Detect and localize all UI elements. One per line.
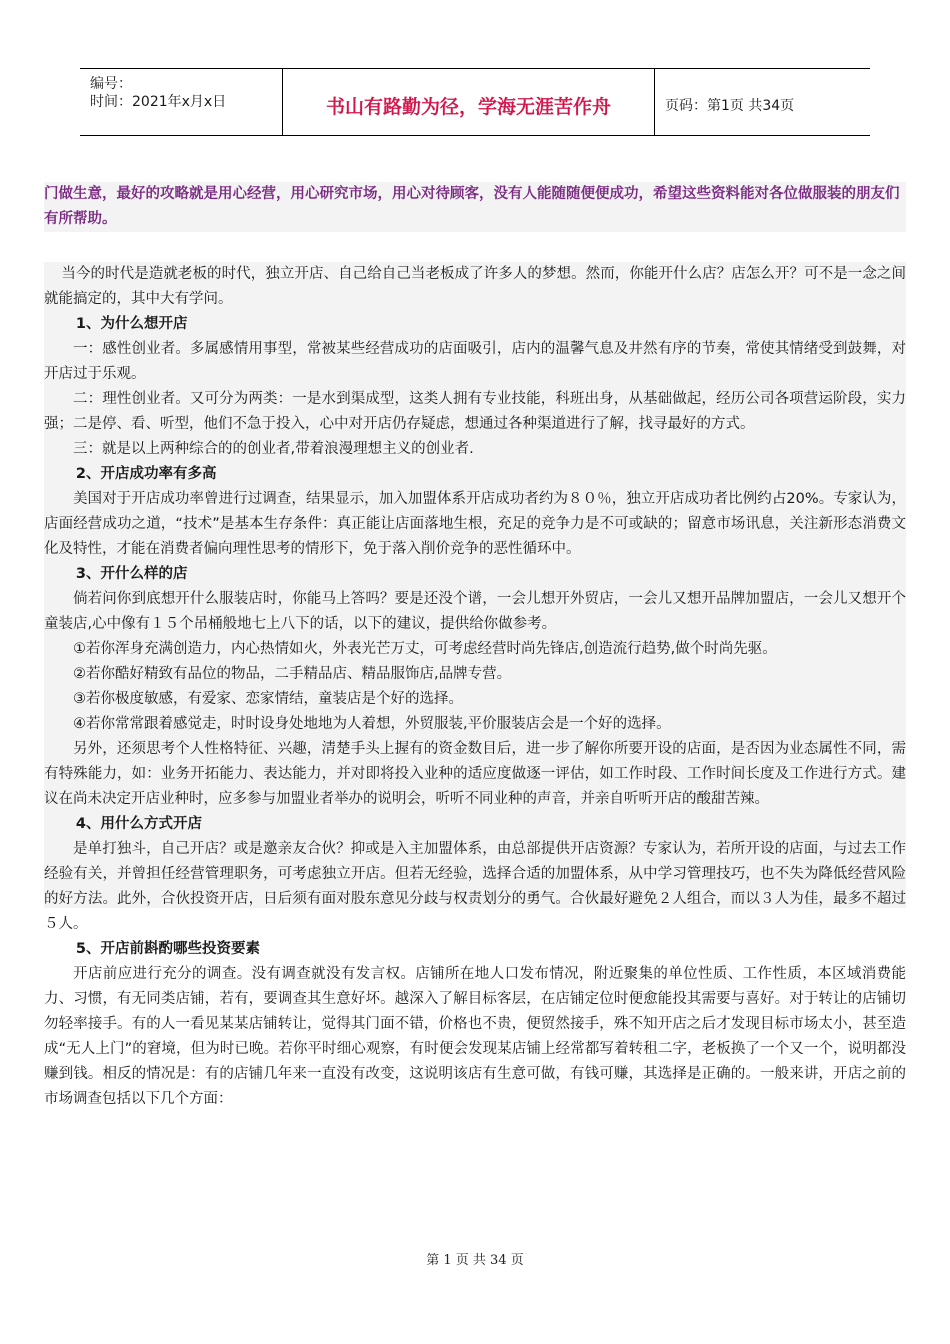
page-header bbox=[80, 68, 870, 136]
paragraph: 当今的时代是造就老板的时代，独立开店、自己给自己当老板成了许多人的梦想。然而，你能开什么店？店怎么开？可不是一念之间就能搞定的，其中大有学问。 bbox=[44, 266, 906, 307]
document-body bbox=[44, 262, 906, 1107]
section-heading: 5、开店前斟酌哪些投资要素 bbox=[75, 941, 260, 957]
paragraph: 三：就是以上两种综合的的创业者,带着浪漫理想主义的创业者. bbox=[73, 441, 474, 457]
header-page-number: 页码：第1页 共34页 bbox=[665, 98, 795, 114]
document-time: 时间：2021年x月x日 bbox=[90, 94, 227, 110]
paragraph: 另外，还须思考个人性格特征、兴趣，清楚手头上握有的资金数目后，进一步了解你所要开设的店面，是否因为业态属性不同，需有特殊能力，如：业务开拓能力、表达能力，并对即将投入业种的适应度做逐一评估，如工作时段、工作时间长度及工作进行方式。建议在尚未决定开店业种时，应多参与加盟业者举办的说明会，听听不同业种的声音，并亲自听听开店的酸甜苦辣。 bbox=[44, 741, 906, 807]
document-number: 编号： bbox=[90, 76, 132, 92]
page-footer: 第 1 页 共 34 页 bbox=[426, 1253, 524, 1268]
section-heading: 2、开店成功率有多高 bbox=[75, 466, 217, 482]
paragraph: 一：感性创业者。多属感情用事型，常被某些经营成功的店面吸引，店内的温馨气息及井然有序的节奏，常使其情绪受到鼓舞，对开店过于乐观。 bbox=[44, 341, 906, 382]
paragraph: 是单打独斗，自己开店？或是邀亲友合伙？抑或是入主加盟体系，由总部提供开店资源？专家认为，若所开设的店面，与过去工作经验有关，并曾担任经营管理职务，可考虑独立开店。但若无经验，选择合适的加盟体系，从中学习管理技巧，也不失为降低经营风险的好方法。此外，合伙投资开店，日后须有面对股东意见分歧与权责划分的勇气。合伙最好避免２人组合，而以３人为佳，最多不超过５人。 bbox=[44, 841, 906, 932]
paragraph: ④若你常常跟着感觉走，时时设身处地地为人着想，外贸服装,平价服装店会是一个好的选择。 bbox=[73, 716, 671, 732]
paragraph: 开店前应进行充分的调查。没有调查就没有发言权。店铺所在地人口发布情况，附近聚集的单位性质、工作性质，本区域消费能力、习惯，有无同类店铺，若有，要调查其生意好坏。越深入了解目标客层，在店铺定位时便愈能投其需要与喜好。对于转让的店铺切勿轻率接手。有的人一看见某某店铺转让，觉得其门面不错，价格也不贵，便贸然接手，殊不知开店之后才发现目标市场太小，甚至造成“无人上门”的窘境，但为时已晚。若你平时细心观察，有时便会发现某店铺上经常都写着转租二字，老板换了一个又一个，说明都没赚到钱。相反的情况是：有的店铺几年来一直没有改变，这说明该店有生意可做，有钱可赚，其选择是正确的。一般来讲，开店之前的市场调查包括以下几个方面： bbox=[44, 966, 906, 1107]
section-heading: 1、为什么想开店 bbox=[75, 316, 188, 332]
paragraph: 倘若问你到底想开什么服装店时，你能马上答吗？要是还没个谱，一会儿想开外贸店，一会儿又想开品牌加盟店，一会儿又想开个童装店,心中像有１５个吊桶般地七上八下的话，以下的建议，提供给你做参考。 bbox=[44, 591, 906, 632]
paragraph: 二：理性创业者。又可分为两类：一是水到渠成型，这类人拥有专业技能，科班出身，从基础做起，经历公司各项营运阶段，实力强；二是停、看、听型，他们不急于投入，心中对开店仍存疑虑，想通过各种渠道进行了解，找寻最好的方式。 bbox=[44, 391, 906, 432]
paragraph: ②若你酷好精致有品位的物品，二手精品店、精品服饰店,品牌专营。 bbox=[73, 666, 512, 682]
paragraph: ③若你极度敏感，有爱家、恋家情结，童装店是个好的选择。 bbox=[73, 691, 463, 707]
paragraph: ①若你浑身充满创造力，内心热情如火，外表光芒万丈，可考虑经营时尚先锋店,创造流行趋势,做个时尚先驱。 bbox=[73, 641, 777, 657]
paragraph: 美国对于开店成功率曾进行过调查，结果显示，加入加盟体系开店成功者约为８０％，独立开店成功者比例约占20%。专家认为，店面经营成功之道，“技术”是基本生存条件：真正能让店面落地生根，充足的竞争力是不可或缺的；留意市场讯息，关注新形态消费文化及特性，才能在消费者偏向理性思考的情形下，免于落入削价竞争的恶性循环中。 bbox=[44, 491, 906, 557]
header-motto: 书山有路勤为径，学海无涯苦作舟 bbox=[282, 69, 655, 135]
header-meta bbox=[80, 69, 282, 135]
section-heading: 3、开什么样的店 bbox=[75, 566, 188, 582]
section-heading: 4、用什么方式开店 bbox=[75, 816, 202, 832]
intro-paragraph: 门做生意，最好的攻略就是用心经营，用心研究市场，用心对待顾客，没有人能随随便便成功，希望这些资料能对各位做服装的朋友们有所帮助。 bbox=[44, 182, 906, 232]
